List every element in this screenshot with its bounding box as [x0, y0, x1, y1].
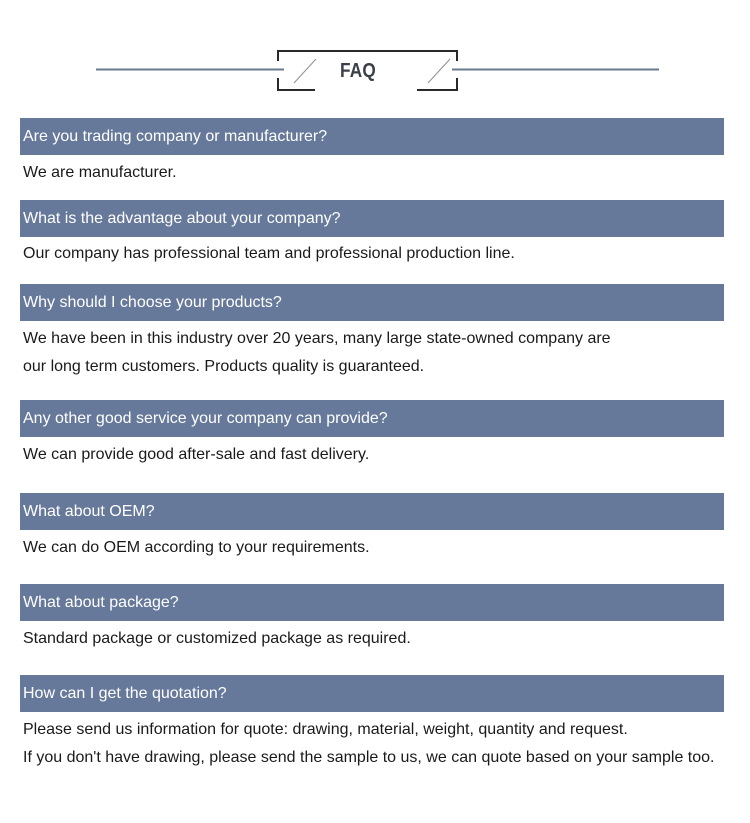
faq-title-frame [0, 0, 750, 110]
faq-title: FAQ [340, 60, 376, 82]
slash-right-deco [428, 59, 450, 83]
faq-question: Why should I choose your products? [20, 284, 724, 321]
faq-answer [23, 534, 733, 562]
faq-question: What is the advantage about your company? [20, 200, 724, 237]
answer-line: If you don't have drawing, please send the sample to us, we can quote based on your sample too. [23, 749, 715, 766]
faq-question: Any other good service your company can provide? [20, 400, 724, 437]
faq-header [0, 0, 750, 110]
faq-answer [23, 159, 733, 187]
slash-left-deco [294, 59, 316, 83]
answer-line: Please send us information for quote: drawing, material, weight, quantity and request. [23, 721, 628, 738]
faq-answer [23, 441, 733, 469]
answer-line: We have been in this industry over 20 years, many large state-owned company are [23, 330, 611, 347]
faq-answer [23, 240, 733, 268]
faq-answer [23, 325, 733, 381]
answer-line: Standard package or customized package as required. [23, 630, 411, 647]
answer-line: our long term customers. Products quality is guaranteed. [23, 358, 425, 375]
faq-answer [23, 625, 733, 653]
faq-question: What about package? [20, 584, 724, 621]
answer-line: We can do OEM according to your requirements. [23, 539, 370, 556]
answer-line: We are manufacturer. [23, 164, 177, 181]
faq-question: Are you trading company or manufacturer? [20, 118, 724, 155]
answer-line: We can provide good after-sale and fast delivery. [23, 446, 370, 463]
answer-line: Our company has professional team and professional production line. [23, 245, 515, 262]
faq-answer [23, 716, 733, 772]
faq-question: How can I get the quotation? [20, 675, 724, 712]
faq-question: What about OEM? [20, 493, 724, 530]
